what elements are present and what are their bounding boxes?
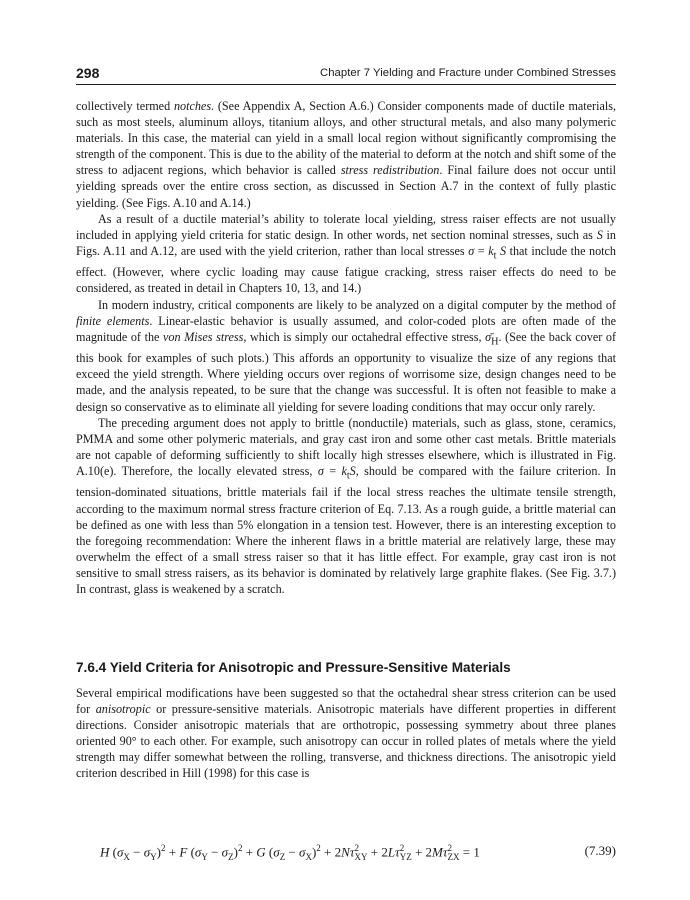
text-run: . (See the back cover of this book for examples of such plots.) This affords an opportunity to visualize the size of any regions that exceed the yield strength. Where yielding occurs over regions of worrisome size, design changes need to be made, and the analysis repeated, to be sure that the change was successful. It is often not feasible to make a design so conservative as to eliminate all yielding for severe loading conditions that may occur only rarely. bbox=[76, 329, 616, 414]
text-run: = bbox=[474, 243, 489, 258]
paragraph bbox=[76, 415, 616, 597]
italic-run: anisotropic bbox=[95, 702, 151, 717]
equation-number: (7.39) bbox=[584, 843, 616, 858]
italic-run: S bbox=[349, 463, 356, 478]
italic-run: σ̄ bbox=[485, 329, 492, 344]
text-run: collectively termed bbox=[76, 99, 174, 113]
paragraph bbox=[76, 211, 616, 297]
subscript-run: H bbox=[491, 336, 499, 348]
running-head bbox=[76, 64, 616, 85]
text-run: , should be compared with the failure criterion. In tension-dominated situations, brittle materials fail if the local stress reaches the ultimate tensile strength, according to the maximum normal stress fracture criterion of Eq. 7.13. As a rough guide, a brittle material can be defined as one with less than 5% elongation in a tension test. However, there is an interesting exception to the foregoing recommendation: Where the inherent flaws in a brittle material are relatively large, these may overwhelm the effect of a small stress raiser so that it has little effect. For example, gray cast iron is not sensitive to small stress raisers, as its behavior is dominated by relatively large graphite flakes. (See Fig. 3.7.) In contrast, glass is weakened by a scratch. bbox=[76, 463, 616, 596]
italic-run: σ bbox=[317, 463, 324, 478]
italic-run: stress redistribution bbox=[340, 163, 440, 178]
subscript-run: t bbox=[493, 250, 497, 262]
subscript-run: t bbox=[346, 470, 350, 482]
paragraph bbox=[76, 297, 616, 415]
italic-run: S bbox=[596, 227, 603, 242]
text-run: In modern industry, critical components are likely to be analyzed on a digital computer by the method of bbox=[98, 297, 616, 312]
text-run: in Figs. A.11 and A.12, are used with the yield criterion, rather than local stresses bbox=[76, 227, 617, 258]
italic-run: finite elements bbox=[76, 313, 150, 328]
text-run: or pressure-sensitive materials. Anisotropic materials have different properties in different directions. Consider anisotropic materials that are orthotropic, possessing symmetry about three planes oriented 90° to each other. For example, such anisotropy can occur in rolled plates of metals where the yield strength may differ somewhat between the rolling, transverse, and thickness directions. The anisotropic yield criterion described in Hill (1998) for this case is bbox=[76, 702, 616, 781]
italic-run: S bbox=[499, 243, 507, 258]
paragraph bbox=[76, 685, 616, 782]
text-run: The preceding argument does not apply to brittle (nonductile) materials, such as glass, stone, ceramics, PMMA and some other polymeric materials, and gray cast iron and some other cast metals. Brittle materials are not capable of deforming sufficiently to shift locally high stresses elsewhere, which is illustrated in Fig. A.10(e). Therefore, the locally elevated stress, bbox=[76, 415, 616, 478]
text-run: that include the notch effect. (However, where cyclic loading may cause fatigue cracking, stress raiser effects do need to be considered, as treated in detail in Chapters 10, 13, and 14.) bbox=[76, 243, 616, 296]
text-run: As a result of a ductile material’s ability to tolerate local yielding, stress raiser effects are not usually included in applying yield criteria for static design. In other words, net section nominal stresses, such as bbox=[76, 211, 616, 242]
italic-run: notches bbox=[173, 99, 212, 113]
italic-run: σ bbox=[468, 243, 475, 258]
italic-run: k bbox=[488, 243, 494, 258]
text-run: . Final failure does not occur until yielding spreads over the entire cross section, as discussed in Section A.7 in the context of fully plastic yielding. (See Figs. A.10 and A.14.) bbox=[76, 163, 617, 210]
text-run: = bbox=[323, 463, 342, 478]
body-text-section-1 bbox=[76, 98, 616, 597]
body-text-section-2 bbox=[76, 685, 616, 782]
italic-run: von Mises stress bbox=[163, 329, 244, 344]
text-run: . (See Appendix A, Section A.6.) Consider components made of ductile materials, such as most steels, aluminum alloys, titanium alloys, and other structural metals, and also many polymeric materials. In this case, the material can yield in a small local region without significantly compromising the strength of the component. This is due to the ability of the material to deform at the notch and shift some of the stress to adjacent regions, which behavior is called bbox=[76, 99, 616, 178]
page-number: 298 bbox=[76, 65, 100, 81]
equation-body: H $(\sigma_X - \sigma_Y)^2 + F$ $(\sigma_Y - \sigma_Z)^2 + G$ $(\sigma_Z - \sigma_X)^2 + 2N\tau$ 2 XY + 2Lτ 2 YZ + 2Mτ 2 ZX = 1 bbox=[100, 843, 480, 863]
equation-7-39 bbox=[76, 841, 616, 865]
text-run: , which is simply our octahedral effective stress, bbox=[243, 329, 486, 344]
text-run: Several empirical modifications have been suggested so that the octahedral shear stress criterion can be used for bbox=[76, 686, 616, 717]
chapter-title: Chapter 7 Yielding and Fracture under Combined Stresses bbox=[319, 67, 616, 79]
section-heading: 7.6.4 Yield Criteria for Anisotropic and Pressure-Sensitive Materials bbox=[76, 660, 511, 675]
italic-run: k bbox=[341, 463, 347, 478]
paragraph bbox=[76, 98, 616, 211]
text-run: . Linear-elastic behavior is usually assumed, and color-coded plots are often made of the magnitude of the bbox=[76, 313, 616, 344]
